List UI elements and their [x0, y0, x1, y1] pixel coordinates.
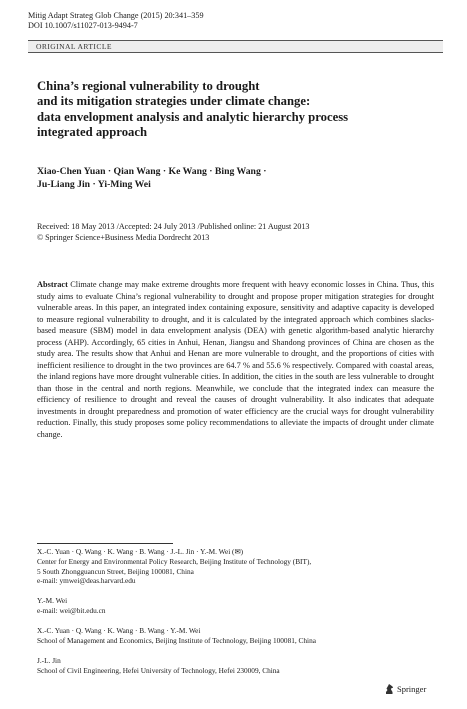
title-line: China’s regional vulnerability to drought [37, 79, 260, 93]
journal-citation: Mitig Adapt Strateg Glob Change (2015) 20:341–359 [28, 11, 204, 20]
publisher-logo [384, 683, 426, 695]
title-line: and its mitigation strategies under climate change: [37, 94, 311, 109]
affiliation-line: Center for Energy and Environmental Policy Research, Beijing Institute of Technology (BIT), [37, 556, 312, 566]
dates-line: Received: 18 May 2013 /Accepted: 24 July 2013 /Published online: 21 August 2013 [37, 222, 310, 231]
affiliation-block [37, 626, 437, 646]
affiliation-email[interactable]: e-mail: wei@bit.edu.cn [37, 605, 106, 615]
affiliation-line: School of Management and Economics, Beijing Institute of Technology, Beijing 100081, China [37, 635, 316, 645]
article-title [37, 79, 447, 141]
springer-knight-icon [384, 683, 395, 695]
doi-line: DOI 10.1007/s11027-013-9494-7 [28, 21, 138, 30]
abstract [37, 279, 434, 440]
affiliation-line: X.-C. Yuan · Q. Wang · K. Wang · B. Wang · J.-L. Jin · Y.-M. Wei (✉) [37, 547, 244, 556]
abstract-text: Climate change may make extreme droughts more frequent with heavy economic losses in China. Thus, this study aims to evaluate China’s regional vulnerability to drought and propose proper mitigation strategies for drought vulnerable areas. In this paper, an integrated index containing exposure, sensitivity and adaptive capacity is developed to measure regional vulnerability to drought, and it is calculated by the integrated approach which combines slacks-based measure (SBM) model in data envelopment analysis (DEA) with genetic algorithm-based analytic hierarchy process (AHP). Accordingly, 65 cities in Anhui, Henan, Jiangsu and Shandong provinces of China are chosen as the study area. The results show that Anhui and Henan are more vulnerable to drought, and the proportions of cities with inefficient resilience to drought in the two provinces are 64.7 % and 55.6 % respectively. Compared with coastal areas, the inland regions have more drought vulnerable cities. In addition, the cities in the south are less vulnerable to drought than those in the central and north regions. Meanwhile, we conclude that the integrated index can measure the efficiency of resilience to drought and reveal the causes of drought vulnerability. It also indicates that adequate investments in drought preparedness and promotion of water efficiency are the crucial ways for drought vulnerability reduction. Finally, this study proposes some policy recommendations to alleviate the impacts of drought under climate change. [37, 280, 434, 439]
affiliation-block [37, 547, 437, 586]
affiliation-line: 5 South Zhongguancun Street, Beijing 100081, China [37, 566, 194, 576]
affiliation-line: X.-C. Yuan · Q. Wang · K. Wang · B. Wang · Y.-M. Wei [37, 626, 201, 635]
publication-history [37, 222, 309, 243]
affiliation-block [37, 656, 437, 676]
affiliation-email[interactable]: e-mail: ymwei@deas.harvard.edu [37, 576, 136, 586]
article-type-bar [28, 40, 443, 53]
publisher-name: Springer [397, 683, 427, 694]
footnote-divider [37, 543, 173, 544]
affiliation-line: Y.-M. Wei [37, 596, 68, 605]
copyright-line: © Springer Science+Business Media Dordrecht 2013 [37, 232, 210, 242]
author-line: Ju-Liang Jin · Yi-Ming Wei [37, 179, 151, 190]
affiliation-line: J.-L. Jin [37, 656, 61, 665]
affiliation-line: School of Civil Engineering, Hefei University of Technology, Hefei 230009, China [37, 665, 280, 675]
author-list [37, 165, 266, 191]
affiliation-block [37, 596, 437, 616]
abstract-label: Abstract [37, 280, 68, 289]
author-line: Xiao-Chen Yuan · Qian Wang · Ke Wang · Bing Wang · [37, 166, 267, 177]
article-type-label: ORIGINAL ARTICLE [36, 42, 112, 51]
title-line: data envelopment analysis and analytic hierarchy process [37, 109, 349, 124]
title-line: integrated approach [37, 125, 148, 140]
